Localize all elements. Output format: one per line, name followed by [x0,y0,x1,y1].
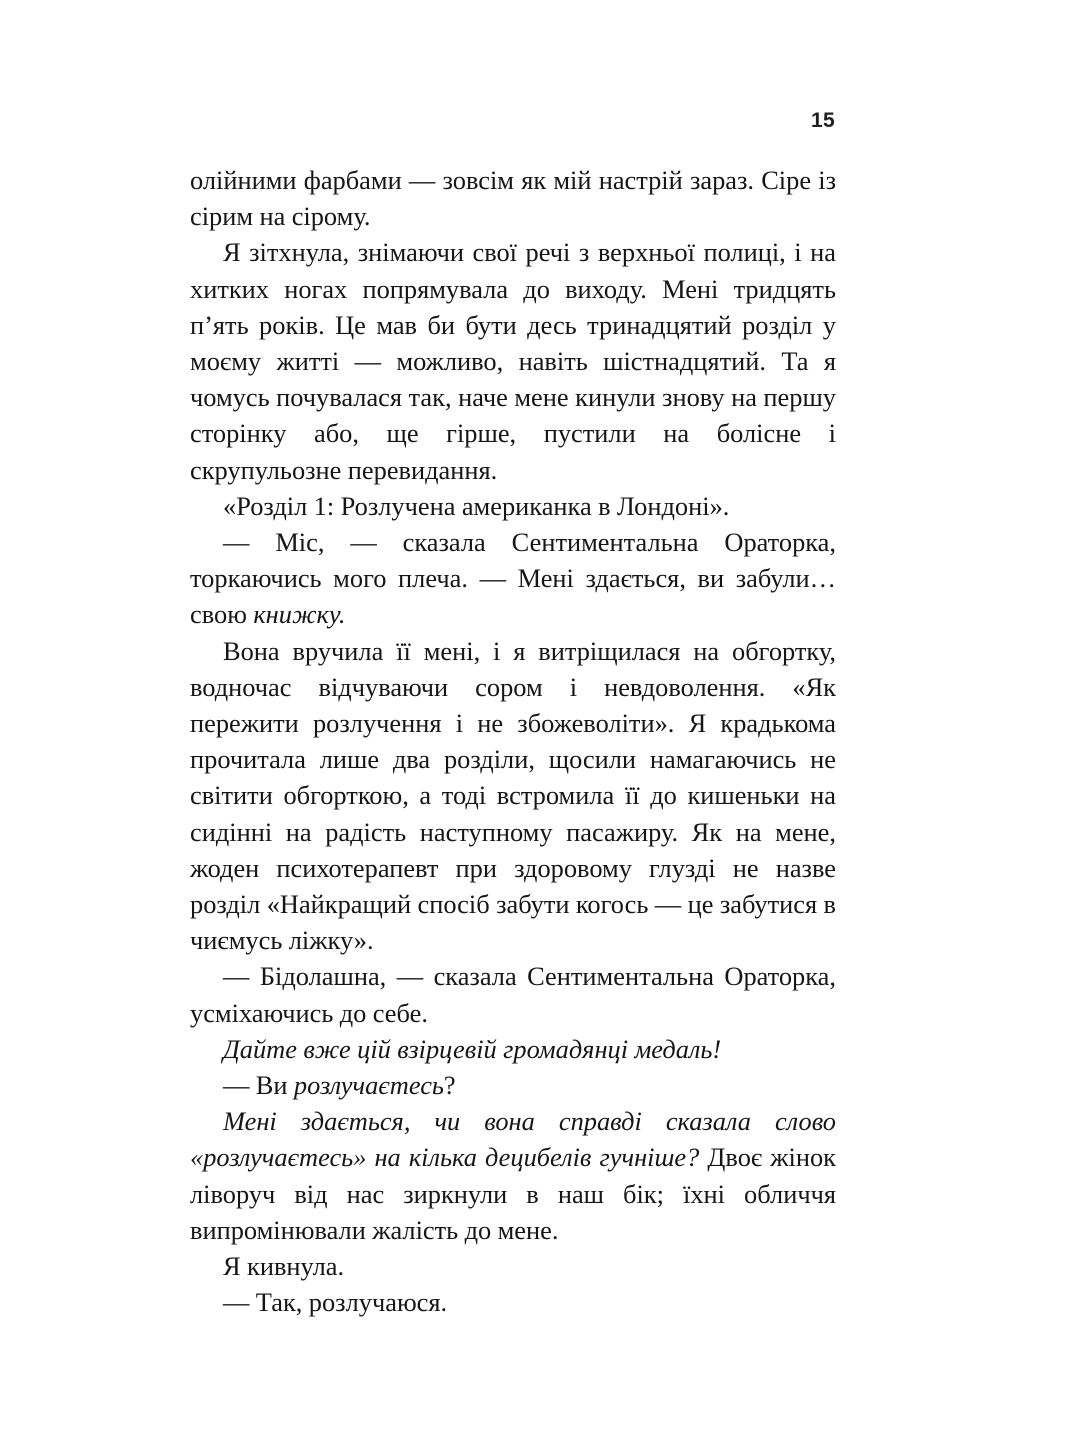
paragraph [190,162,836,234]
text-run: ? [443,1070,456,1101]
paragraph [190,633,836,959]
page-number: 15 [811,109,835,132]
text-run: — Ви [223,1070,294,1101]
text-run: — Бідолашна, — сказала Сентиментальна Ораторка, усміхаючись до себе. [190,961,836,1028]
italic-run: Мені здається, чи вона справді сказала слово «розлучаєтесь» на кілька децибелів гучніше? [190,1106,836,1173]
italic-run: Дайте вже цій взірцевій громадянці медаль! [223,1033,722,1064]
paragraph [190,234,836,487]
text-run: — Міс, — сказала Сентиментальна Ораторка, торкаючись мого плеча. — Мені здається, ви забули… свою [190,527,836,630]
text-run: олійними фарбами — зовсім як мій настрій зараз. Сіре із сірим на сірому. [190,165,836,232]
paragraph [190,524,836,633]
text-run: «Розділ 1: Розлучена американка в Лондоні». [223,490,730,521]
text-run: Я зітхнула, знімаючи свої речі з верхньої полиці, і на хитких ногах попрямувала до виходу. Мені тридцять п’ять років. Це мав би бути десь тринадцятий розділ у моєму житті — можливо, навіть шістнадцятий. Та я чомусь почувалася так, наче мене кинули знову на першу сторінку або, ще гірше, пустили на болісне і скрупульозне перевидання. [190,237,836,485]
paragraph [190,488,836,524]
paragraph [190,1248,836,1284]
text-run: Я кивнула. [223,1251,345,1282]
italic-run: книжку. [253,599,346,630]
paragraph [190,958,836,1030]
text-run: Вона вручила її мені, і я витріщилася на обгортку, водночас відчуваючи сором і невдоволення. «Як пережити розлучення і не збожеволіти». Я крадькома прочитала лише два розділи, щосили намагаючись не світити обгорткою, а тоді встромила її до кишеньки на сидінні на радість наступному пасажиру. Як на мене, жоден психотерапевт при здоровому глузді не назве розділ «Найкращий спосіб забути когось — це забутися в чиємусь ліжку». [190,635,836,956]
text-run: Двоє жінок ліворуч від нас зиркнули в наш бік; їхні обличчя випромінювали жалість до мене. [190,1142,836,1245]
paragraph [190,1284,836,1320]
text-run: — Так, розлучаюся. [223,1287,448,1318]
paragraph [190,1103,836,1248]
paragraph [190,1031,836,1067]
body-text-block [190,162,836,1321]
italic-run: розлучаєтесь [293,1070,444,1101]
paragraph [190,1067,836,1103]
